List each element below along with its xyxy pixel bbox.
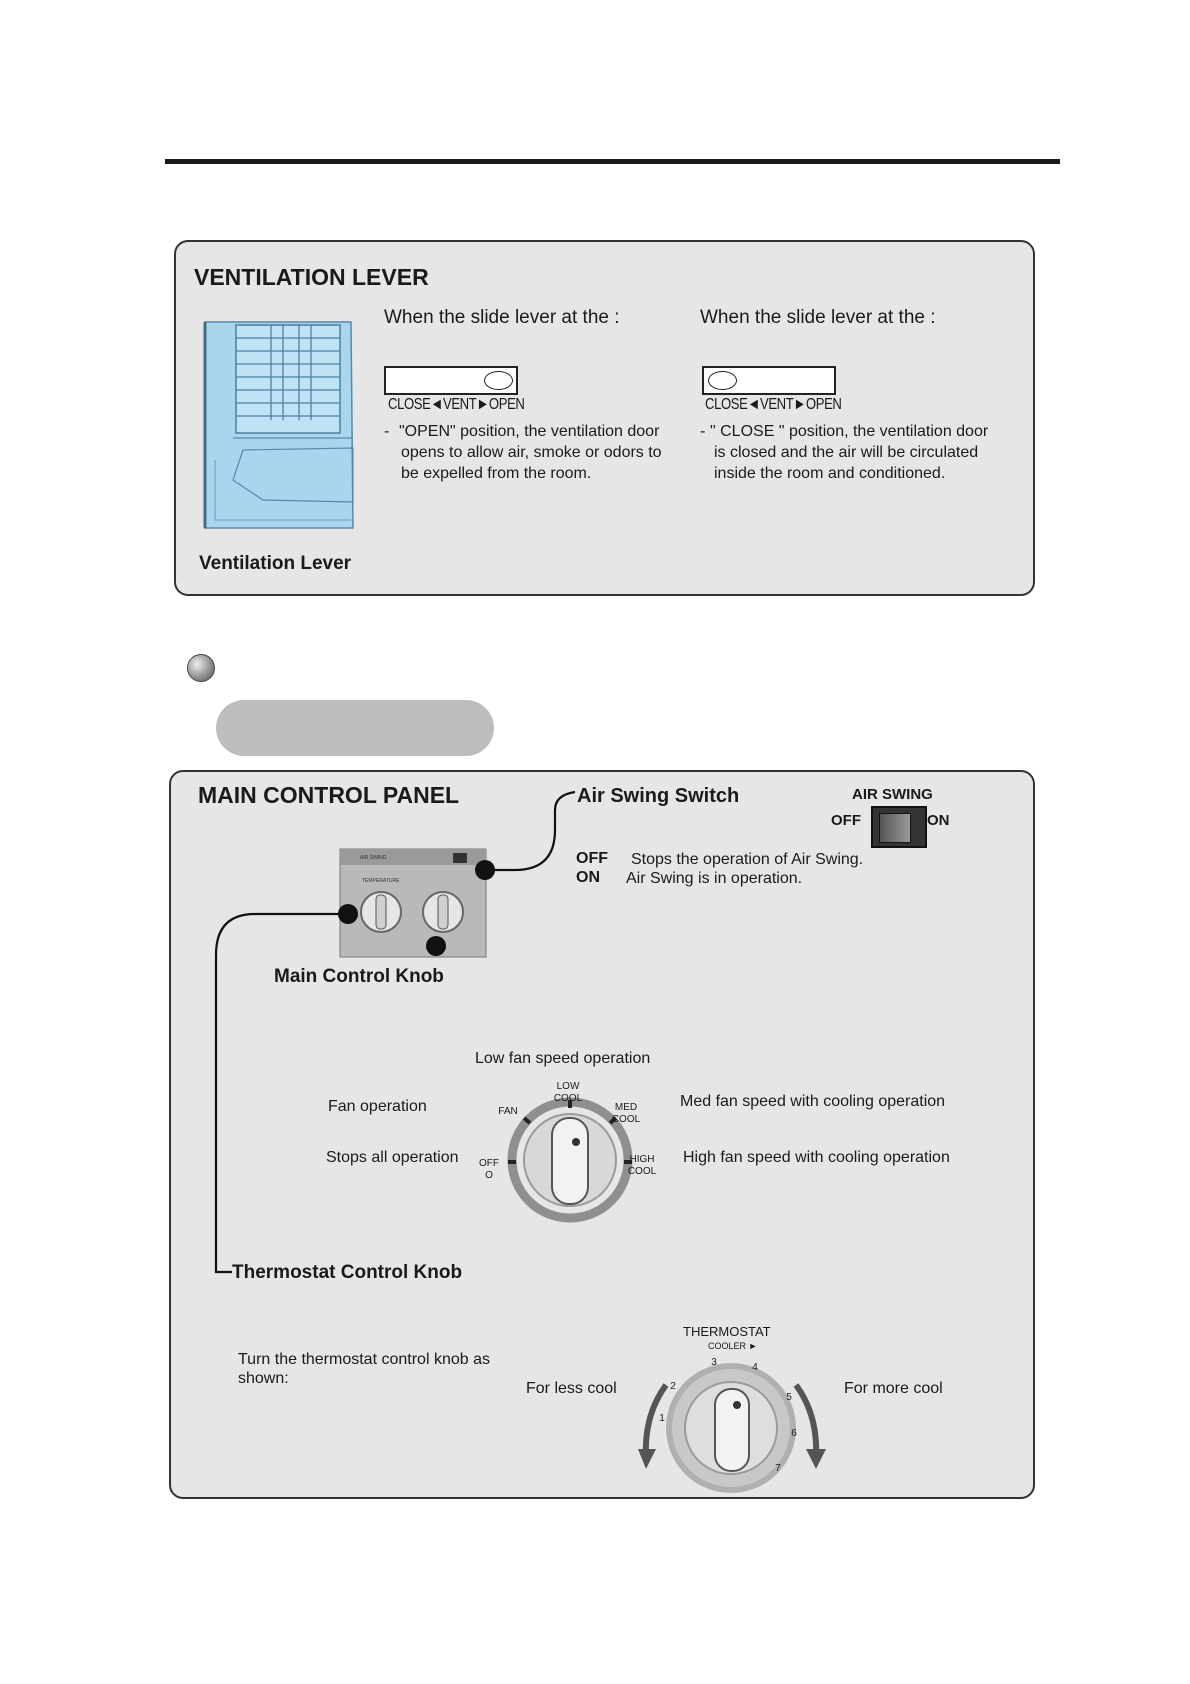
main-knob-label: Main Control Knob [274,966,444,987]
fan-op-text: Fan operation [328,1098,427,1115]
ventilation-lever-caption: Ventilation Lever [199,553,352,574]
thermo-instruction-2: shown: [238,1370,289,1387]
off-key: OFF [576,850,608,867]
close-desc-3: inside the room and conditioned. [714,465,946,482]
thermo-num-7: 7 [775,1463,781,1474]
open-lever-label: CLOSE◄VENT►OPEN [388,396,525,413]
more-cool-text: For more cool [844,1380,943,1397]
ventilation-title: VENTILATION LEVER [194,264,429,290]
close-lever-slider [702,366,836,395]
low-fan-text: Low fan speed operation [475,1050,651,1067]
lever-knob-open [484,371,513,390]
open-lever-slider [384,366,518,395]
dial-high: HIGH [629,1154,655,1165]
thermostat-knob-label: Thermostat Control Knob [232,1262,463,1283]
dial-low: LOW [556,1081,580,1092]
air-swing-rocker-switch [871,806,927,848]
thermo-num-6: 6 [791,1428,797,1439]
thermostat-cooler: COOLER ► [708,1341,758,1351]
photo-top-text: AIR SWING [360,855,387,861]
main-panel-title: MAIN CONTROL PANEL [198,782,460,808]
close-desc-1: " CLOSE " position, the ventilation door [710,423,989,440]
thermo-num-4: 4 [752,1362,758,1373]
on-desc: Air Swing is in operation. [626,870,803,887]
high-fan-text: High fan speed with cooling operation [683,1149,950,1166]
open-desc-3: be expelled from the room. [401,465,592,482]
lever-knob-close [708,371,737,390]
open-intro: When the slide lever at the : [384,307,620,328]
less-cool-text: For less cool [526,1380,617,1397]
photo-temp-text: TEMPERATURE [362,878,400,884]
top-divider [165,159,1060,164]
on-key: ON [576,869,600,886]
close-desc-2: is closed and the air will be circulated [714,444,979,461]
main-knob-marker-dot [338,904,358,924]
open-desc-2: opens to allow air, smoke or odors to [401,444,662,461]
close-intro: When the slide lever at the : [700,307,936,328]
stops-all-text: Stops all operation [326,1149,459,1166]
close-dash: - [700,423,706,440]
air-swing-marker-dot [475,860,495,880]
thermostat-heading: THERMOSTAT [683,1324,771,1339]
thermostat-marker-dot [426,936,446,956]
dial-off: OFF [479,1158,499,1169]
dial-low-cool: COOL [553,1093,583,1104]
rocker-icon [879,813,911,843]
off-desc: Stops the operation of Air Swing. [631,851,864,868]
ventilation-lever-illustration [203,320,355,532]
dial-high-cool: COOL [627,1166,657,1177]
dial-med-cool: COOL [611,1114,641,1125]
open-dash: - [384,423,390,440]
dial-fan: FAN [498,1106,518,1117]
thermo-num-1: 1 [659,1413,665,1424]
thermo-num-5: 5 [786,1392,792,1403]
air-swing-switch-label: Air Swing Switch [577,785,740,807]
section-bullet-icon [187,654,215,682]
air-swing-heading: AIR SWING [852,786,933,803]
close-lever-label: CLOSE◄VENT►OPEN [705,396,842,413]
dial-med: MED [614,1102,638,1113]
open-desc-1: "OPEN" position, the ventilation door [399,423,660,440]
dial-off-o: O [485,1170,493,1181]
thermo-num-3: 3 [711,1357,717,1368]
switch-off-label: OFF [831,812,861,829]
switch-on-label: ON [927,812,950,829]
section-heading-tab [216,700,494,756]
control-panel-photo [339,848,487,958]
med-fan-text: Med fan speed with cooling operation [680,1093,946,1110]
thermo-num-2: 2 [670,1381,676,1392]
thermo-instruction-1: Turn the thermostat control knob as [238,1351,490,1368]
